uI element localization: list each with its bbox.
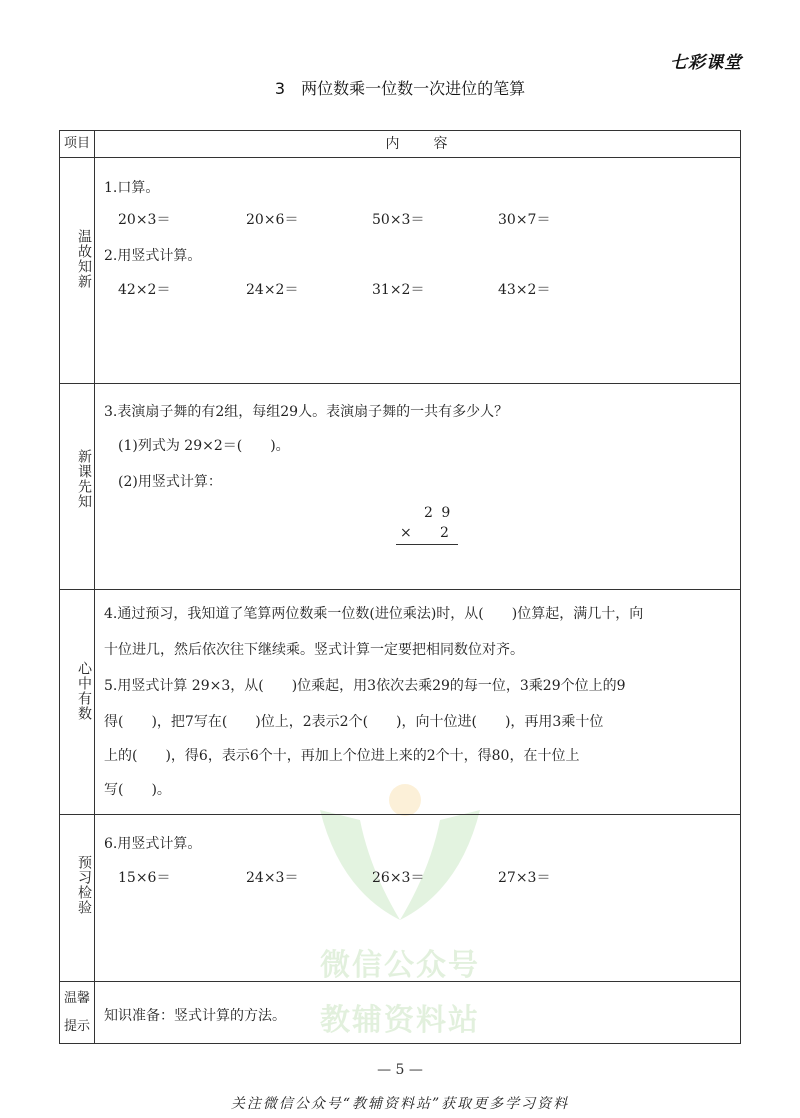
q6-item: 26×3＝ [372, 870, 425, 886]
watermark-text-2: 教辅资料站 [320, 1003, 480, 1038]
question-4-line-1: 4.通过预习，我知道了笔算两位数乘一位数(进位乘法)时，从( )位算起，满几十，向 [104, 606, 644, 622]
worksheet-table [59, 130, 741, 1044]
q6-item: 24×3＝ [246, 870, 299, 886]
q1-item: 20×3＝ [118, 212, 171, 228]
section-label-check: 预习检验 [76, 855, 92, 915]
q6-item: 27×3＝ [498, 870, 551, 886]
page-title [0, 76, 800, 99]
question-5-line-3: 上的( )，得6，表示6个十，再加上个位进上来的2个十，得80，在十位上 [104, 748, 580, 764]
vertical-operator: × [400, 525, 412, 541]
question-6: 6.用竖式计算。 [104, 836, 202, 852]
q1-item: 20×6＝ [246, 212, 299, 228]
watermark-text-1: 微信公众号 [320, 948, 480, 983]
q2-item: 43×2＝ [498, 282, 551, 298]
q2-item: 31×2＝ [372, 282, 425, 298]
vertical-top: 2 9 [424, 505, 453, 521]
vertical-bottom: 2 [440, 525, 449, 541]
lesson-title: 两位数乘一位数一次进位的笔算 [301, 79, 526, 98]
row-divider [60, 157, 740, 158]
question-5-line-4: 写( )。 [104, 782, 171, 798]
page-number: — 5 — [377, 1062, 423, 1078]
section-label-new: 新课先知 [76, 449, 92, 509]
question-5-line-2: 得( )，把7写在( )位上，2表示2个( )，向十位进( )，再用3乘十位 [104, 714, 604, 730]
q6-item: 15×6＝ [118, 870, 171, 886]
footer-note: 关注微信公众号“教辅资料站”获取更多学习资料 [230, 1096, 570, 1112]
question-3: 3.表演扇子舞的有2组，每组29人。表演扇子舞的一共有多少人？ [104, 404, 509, 420]
lesson-number: 3 [274, 79, 286, 98]
section-label-review: 温故知新 [76, 229, 92, 289]
question-2: 2.用竖式计算。 [104, 248, 202, 264]
q1-item: 30×7＝ [498, 212, 551, 228]
tips-text: 知识准备：竖式计算的方法。 [104, 1008, 286, 1024]
question-5-line-1: 5.用竖式计算 29×3，从( )位乘起，用3依次去乘29的每一位，3乘29个位上的9 [104, 678, 626, 694]
header-content: 内 容 [385, 136, 450, 152]
question-4-line-2: 十位进几，然后依次往下继续乘。竖式计算一定要把相同数位对齐。 [104, 642, 524, 658]
q1-item: 50×3＝ [372, 212, 425, 228]
row-divider [60, 981, 740, 982]
row-divider [60, 383, 740, 384]
column-divider [94, 131, 95, 1043]
header-item: 项目 [63, 136, 90, 151]
section-label-tips-2: 提示 [63, 1019, 90, 1034]
question-3-part-1: (1)列式为 29×2＝( )。 [118, 438, 290, 454]
section-label-mind: 心中有数 [76, 661, 92, 721]
question-3-part-2: (2)用竖式计算： [118, 474, 222, 490]
q2-item: 24×2＝ [246, 282, 299, 298]
q2-item: 42×2＝ [118, 282, 171, 298]
question-1: 1.口算。 [104, 180, 160, 196]
row-divider [60, 814, 740, 815]
row-divider [60, 589, 740, 590]
section-label-tips-1: 温馨 [63, 991, 90, 1006]
vertical-rule [396, 544, 458, 545]
brand-logo: 七彩课堂 [670, 53, 742, 73]
